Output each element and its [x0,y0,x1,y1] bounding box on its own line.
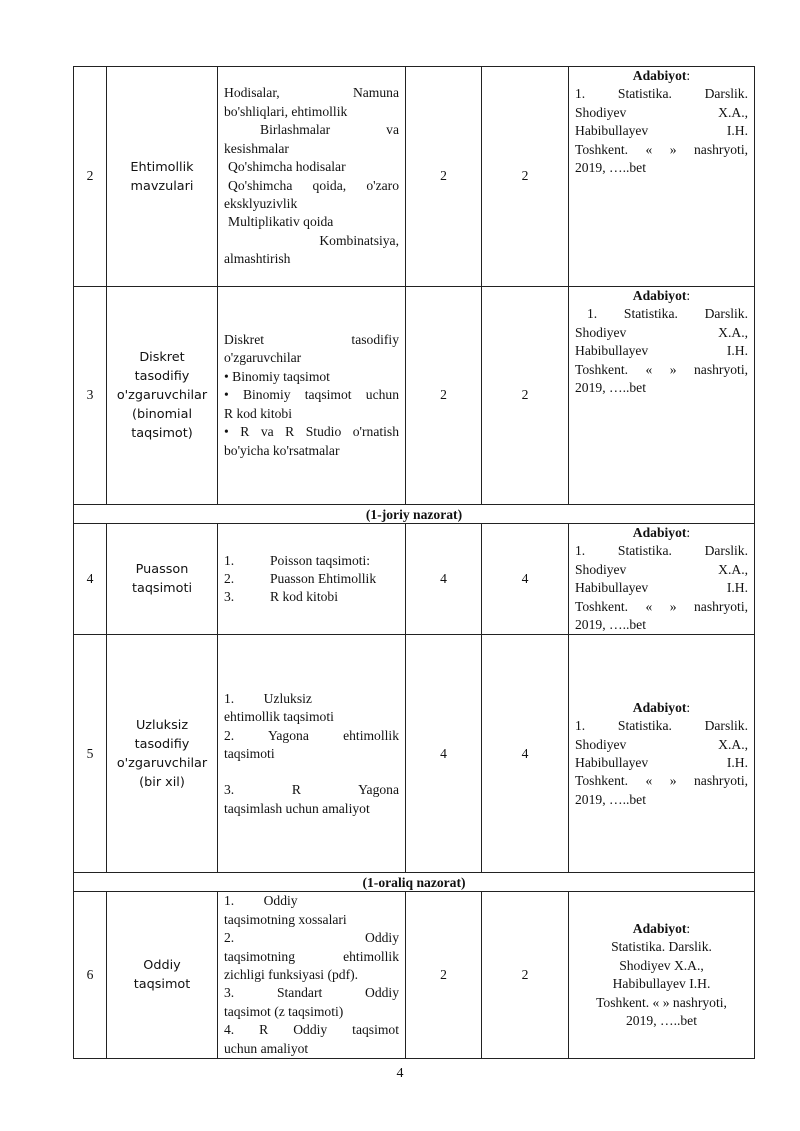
literature-cell: Adabiyot: Statistika. Darslik. Shodiyev X.A., Habibullayev I.H. Toshkent. « » nashryoti, 2019, …..bet [569,892,755,1059]
table-row [74,635,755,873]
topic-title: Oddiy taqsimot [107,892,218,1059]
literature-cell: Adabiyot: 1. Statistika. Darslik. Shodiyev X.A., Habibullayev I.H. Toshkent. « » nashryoti, 2019, …..bet [569,635,755,873]
hours-practice: 2 [482,67,569,287]
hours-lecture: 2 [406,67,482,287]
hours-lecture: 2 [406,287,482,505]
literature-cell: Adabiyot: 1. Statistika. Darslik. Shodiyev X.A., Habibullayev I.H. Toshkent. « » nashryoti, 2019, …..bet [569,287,755,505]
row-number: 4 [74,524,107,635]
hours-lecture: 4 [406,635,482,873]
page-number: 4 [396,1066,404,1081]
hours-lecture: 4 [406,524,482,635]
section-title-oraliq: (1-oraliq nazorat) [74,873,755,892]
literature-cell: Adabiyot: 1. Statistika. Darslik. Shodiyev X.A., Habibullayev I.H. Toshkent. « » nashryoti, 2019, …..bet [569,67,755,287]
hours-practice: 4 [482,635,569,873]
table-row [74,287,755,505]
row-number: 5 [74,635,107,873]
literature-title: Adabiyot [632,68,687,83]
row-number: 3 [74,287,107,505]
table-row [74,67,755,287]
topic-content: Diskret tasodifiy o'zgaruvchilar • Binomiy taqsimot • Binomiy taqsimot uchun R kod kitobi • R va R Studio o'rnatish bo'yicha ko'rsatmalar [218,287,406,505]
topic-content: 1. Oddiy taqsimotning xossalari 2. Oddiy taqsimotning ehtimollik zichligi funksiyasi (pdf). 3. Standart Oddiy taqsimot (z taqsimoti) 4. R Oddiy taqsimot uchun amaliyot [218,892,406,1059]
section-row [74,505,755,524]
hours-practice: 2 [482,287,569,505]
literature-title: Adabiyot [632,525,687,540]
literature-title: Adabiyot [632,699,687,715]
topic-title: Uzluksiz tasodifiy o'zgaruvchilar (bir xil) [107,635,218,873]
hours-lecture: 2 [406,892,482,1059]
section-title-joriy: (1-joriy nazorat) [74,505,755,524]
hours-practice: 4 [482,524,569,635]
topic-title: Ehtimollik mavzulari [107,67,218,287]
hours-practice: 2 [482,892,569,1059]
row-number: 2 [74,67,107,287]
topic-title: Puasson taqsimoti [107,524,218,635]
section-row [74,873,755,892]
row-number: 6 [74,892,107,1059]
topic-content: 1. Uzluksiz ehtimollik taqsimoti 2. Yagona ehtimollik taqsimoti 3. R Yagona taqsimlash uchun amaliyot [218,635,406,873]
table-row [74,524,755,635]
topic-content: Hodisalar, Namuna bo'shliqlari, ehtimollik Birlashmalar va kesishmalar Qo'shimcha hodisalar Qo'shimcha qoida, o'zaro eksklyuzivlik Multiplikativ qoida Kombinatsiya, almashtirish [218,67,406,287]
literature-title: Adabiyot [632,288,687,303]
literature-title: Adabiyot [632,921,687,937]
syllabus-table [73,66,755,1059]
literature-cell: Adabiyot: 1. Statistika. Darslik. Shodiyev X.A., Habibullayev I.H. Toshkent. « » nashryoti, 2019, …..bet [569,524,755,635]
topic-content: 1. Poisson taqsimoti: 2. Puasson Ehtimollik 3. R kod kitobi [218,524,406,635]
table-row [74,892,755,1059]
topic-title: Diskret tasodifiy o'zgaruvchilar (binomial taqsimot) [107,287,218,505]
